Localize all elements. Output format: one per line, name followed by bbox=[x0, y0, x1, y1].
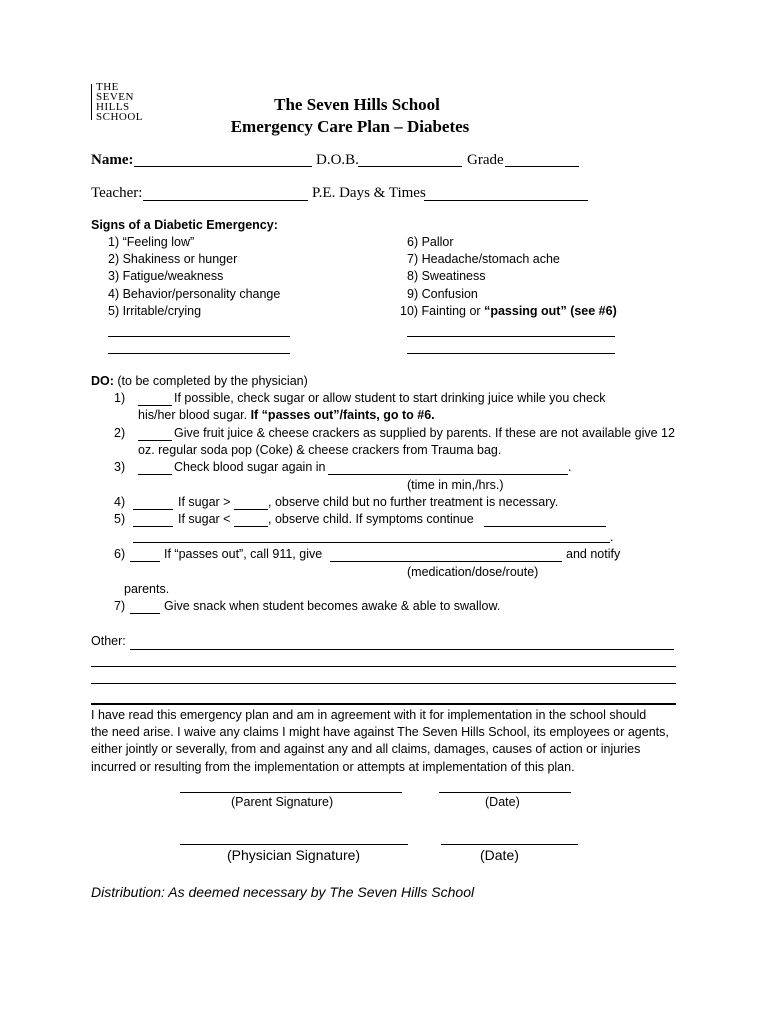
dob-label: D.O.B. bbox=[316, 152, 359, 168]
teacher-field[interactable] bbox=[143, 200, 308, 201]
do-item-blank[interactable] bbox=[138, 474, 172, 475]
sugar-high-field[interactable] bbox=[234, 509, 268, 510]
distribution-note: Distribution: As deemed necessary by The Seven Hills School bbox=[91, 884, 475, 900]
do-item-text: If sugar < bbox=[178, 512, 231, 526]
logo-text-1: THE bbox=[96, 81, 119, 93]
sign-item: 8) Sweatiness bbox=[407, 269, 486, 283]
do-item-cont bbox=[138, 408, 435, 422]
sign-item: 4) Behavior/personality change bbox=[108, 287, 281, 301]
do-item-blank[interactable] bbox=[133, 509, 173, 510]
name-label: Name: bbox=[91, 152, 134, 168]
do-item-end: . bbox=[568, 460, 572, 474]
sign-item: 5) Irritable/crying bbox=[108, 304, 202, 318]
do-note: (to be completed by the physician) bbox=[113, 374, 308, 388]
medication-field[interactable] bbox=[330, 561, 562, 562]
do-item-blank[interactable] bbox=[130, 613, 160, 614]
sign-item-text: 10) Fainting or bbox=[400, 304, 485, 318]
time-caption: (time in min,/hrs.) bbox=[407, 478, 504, 492]
do-item-number: 5) bbox=[114, 512, 126, 526]
grade-field[interactable] bbox=[505, 166, 579, 167]
agreement-line: I have read this emergency plan and am in agreement with it for implementation in the school should bbox=[91, 708, 647, 722]
logo-text-3: HILLS bbox=[96, 101, 130, 113]
sign-blank-line[interactable] bbox=[108, 336, 290, 337]
sign-item bbox=[400, 304, 617, 318]
physician-signature-field[interactable] bbox=[180, 844, 408, 845]
agreement-line: either jointly or severally, from and against any and all claims, damages, causes of action or injuries bbox=[91, 742, 641, 756]
sign-blank-line[interactable] bbox=[108, 353, 290, 354]
sign-item: 1) “Feeling low” bbox=[108, 235, 195, 249]
do-item-text: Give fruit juice & cheese crackers as supplied by parents. If these are not available give 12 bbox=[174, 426, 675, 440]
parent-date-field[interactable] bbox=[439, 792, 571, 793]
do-item-bold: If “passes out”/faints, go to #6. bbox=[250, 408, 435, 422]
do-item-end: . bbox=[610, 530, 614, 544]
grade-label: Grade bbox=[467, 152, 504, 168]
physician-date-field[interactable] bbox=[441, 844, 578, 845]
symptoms-field[interactable] bbox=[484, 526, 606, 527]
parent-signature-field[interactable] bbox=[180, 792, 402, 793]
time-field[interactable] bbox=[328, 474, 568, 475]
sugar-low-field[interactable] bbox=[234, 526, 268, 527]
other-label: Other: bbox=[91, 634, 126, 648]
symptoms-field-2[interactable] bbox=[133, 542, 610, 543]
physician-signature-label: (Physician Signature) bbox=[227, 847, 361, 863]
do-item-number: 4) bbox=[114, 495, 126, 509]
do-item-text: Give snack when student becomes awake & able to swallow. bbox=[164, 599, 501, 613]
sign-item: 2) Shakiness or hunger bbox=[108, 252, 238, 266]
agreement-line: the need arise. I waive any claims I might have against The Seven Hills School, its employees or agents, bbox=[91, 725, 669, 739]
parent-date-label: (Date) bbox=[485, 795, 520, 809]
sign-item: 9) Confusion bbox=[407, 287, 478, 301]
do-item-number: 6) bbox=[114, 547, 126, 561]
teacher-label: Teacher: bbox=[91, 185, 143, 201]
do-item-number: 7) bbox=[114, 599, 126, 613]
do-item-cont: oz. regular soda pop (Coke) & cheese crackers from Trauma bag. bbox=[138, 443, 502, 457]
do-item-number: 3) bbox=[114, 460, 126, 474]
do-heading bbox=[91, 374, 308, 388]
other-field-2[interactable] bbox=[91, 666, 676, 667]
page-title: The Seven Hills School bbox=[274, 95, 440, 114]
do-item-text: , observe child but no further treatment is necessary. bbox=[268, 495, 559, 509]
do-item-number: 2) bbox=[114, 426, 126, 440]
sign-item: 7) Headache/stomach ache bbox=[407, 252, 560, 266]
do-item-text: If sugar > bbox=[178, 495, 231, 509]
do-item-text: Check blood sugar again in bbox=[174, 460, 326, 474]
do-item-blank[interactable] bbox=[130, 561, 160, 562]
other-field-3[interactable] bbox=[91, 683, 676, 684]
sign-item-bold: “passing out” (see #6) bbox=[484, 304, 617, 318]
name-field[interactable] bbox=[134, 166, 312, 167]
signs-heading: Signs of a Diabetic Emergency: bbox=[91, 218, 278, 232]
dob-field[interactable] bbox=[358, 166, 462, 167]
logo-text-4: SCHOOL bbox=[96, 111, 144, 123]
do-item-cont: parents. bbox=[124, 582, 170, 596]
do-item-blank[interactable] bbox=[138, 405, 172, 406]
parent-signature-label: (Parent Signature) bbox=[231, 795, 334, 809]
agreement-line: incurred or resulting from the implementation or attempts at implementation of this plan. bbox=[91, 760, 575, 774]
do-item-text: , observe child. If symptoms continue bbox=[268, 512, 474, 526]
sign-blank-line[interactable] bbox=[407, 336, 615, 337]
medication-caption: (medication/dose/route) bbox=[407, 565, 539, 579]
do-item-number: 1) bbox=[114, 391, 126, 405]
other-field[interactable] bbox=[130, 649, 674, 650]
do-label: DO: bbox=[91, 374, 114, 388]
do-item-text: If possible, check sugar or allow student to start drinking juice while you check bbox=[174, 391, 606, 405]
page-subtitle: Emergency Care Plan – Diabetes bbox=[230, 117, 470, 136]
sign-item: 6) Pallor bbox=[407, 235, 454, 249]
section-divider bbox=[91, 703, 676, 705]
physician-date-label: (Date) bbox=[480, 847, 519, 863]
logo-text-2: SEVEN bbox=[96, 91, 134, 103]
do-item-text: and notify bbox=[566, 547, 621, 561]
sign-blank-line[interactable] bbox=[407, 353, 615, 354]
do-item-blank[interactable] bbox=[138, 440, 172, 441]
pe-label: P.E. Days & Times bbox=[312, 185, 426, 201]
pe-field[interactable] bbox=[424, 200, 588, 201]
do-item-blank[interactable] bbox=[133, 526, 173, 527]
do-item-text: If “passes out”, call 911, give bbox=[164, 547, 323, 561]
sign-item: 3) Fatigue/weakness bbox=[108, 269, 224, 283]
do-item-cont-text: his/her blood sugar. bbox=[138, 408, 251, 422]
